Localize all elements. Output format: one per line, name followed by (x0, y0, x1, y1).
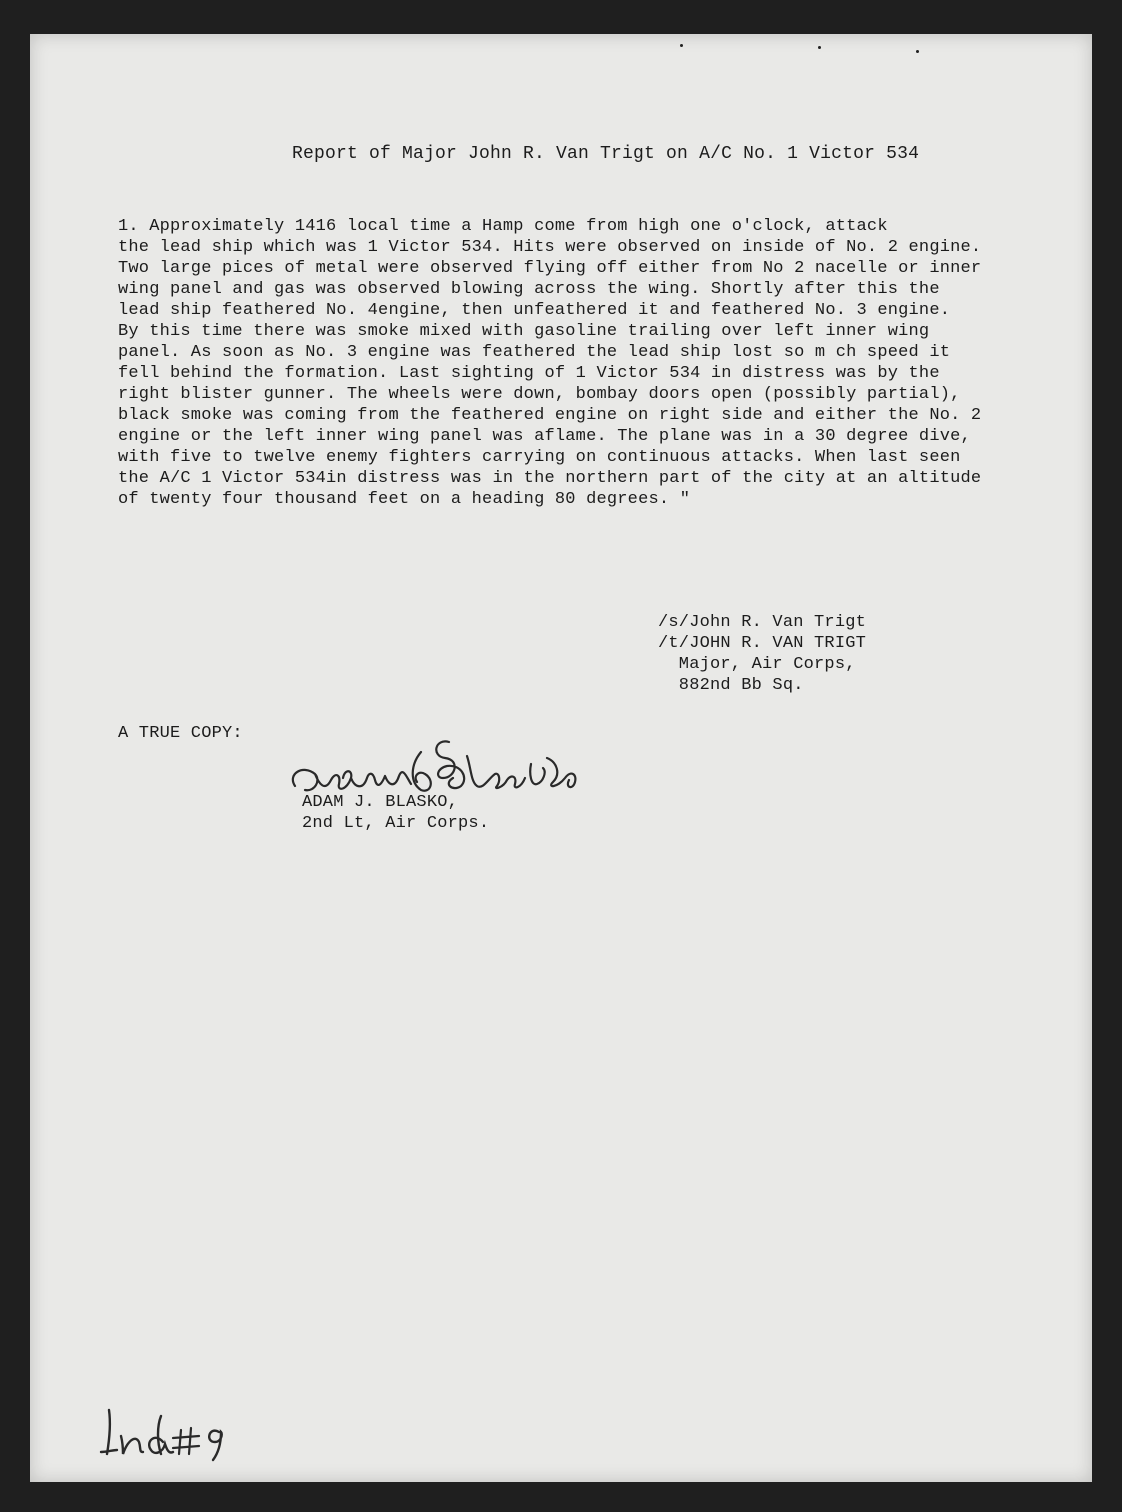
paper-sheet (30, 34, 1092, 1482)
true-copy-label: A TRUE COPY: (118, 724, 243, 743)
signed-line: /s/John R. Van Trigt (658, 613, 867, 632)
paragraph-line: the lead ship which was 1 Victor 534. Hits were observed on inside of No. 2 engine. (118, 238, 982, 257)
paragraph-line: the A/C 1 Victor 534in distress was in the northern part of the city at an altitude (118, 469, 982, 488)
rank-line: Major, Air Corps, (658, 655, 856, 674)
paragraph-line: with five to twelve enemy fighters carrying on continuous attacks. When last seen (118, 448, 961, 467)
typed-name-line: /t/JOHN R. VAN TRIGT (658, 634, 867, 653)
signature-block (658, 612, 866, 696)
paragraph-line: By this time there was smoke mixed with gasoline trailing over left inner wing (118, 322, 930, 341)
report-paragraph (118, 216, 1038, 510)
paragraph-line: panel. As soon as No. 3 engine was feathered the lead ship lost so m ch speed it (118, 343, 951, 362)
paragraph-line: lead ship feathered No. 4engine, then unfeathered it and feathered No. 3 engine. (118, 301, 951, 320)
paragraph-line: fell behind the formation. Last sighting of 1 Victor 534 in distress was by the (118, 364, 940, 383)
paragraph-line: engine or the left inner wing panel was aflame. The plane was in a 30 degree dive, (118, 427, 971, 446)
certifier-block (302, 792, 489, 834)
handwritten-margin-note (95, 1402, 235, 1462)
paragraph-line: Two large pices of metal were observed flying off either from No 2 nacelle or inner (118, 259, 982, 278)
certifier-rank: 2nd Lt, Air Corps. (302, 814, 490, 833)
paper-speck (916, 50, 919, 53)
certifier-name: ADAM J. BLASKO, (302, 793, 459, 812)
paper-speck (818, 46, 821, 49)
paragraph-line: right blister gunner. The wheels were down, bombay doors open (possibly partial), (118, 385, 961, 404)
paragraph-line: of twenty four thousand feet on a heading 80 degrees. " (118, 490, 691, 509)
paragraph-line: black smoke was coming from the feathered engine on right side and either the No. 2 (118, 406, 982, 425)
paragraph-line: 1. Approximately 1416 local time a Hamp come from high one o'clock, attack (118, 217, 888, 236)
unit-line: 882nd Bb Sq. (658, 676, 804, 695)
paper-speck (680, 44, 683, 47)
report-title: Report of Major John R. Van Trigt on A/C No. 1 Victor 534 (292, 144, 920, 164)
paragraph-line: wing panel and gas was observed blowing across the wing. Shortly after this the (118, 280, 940, 299)
